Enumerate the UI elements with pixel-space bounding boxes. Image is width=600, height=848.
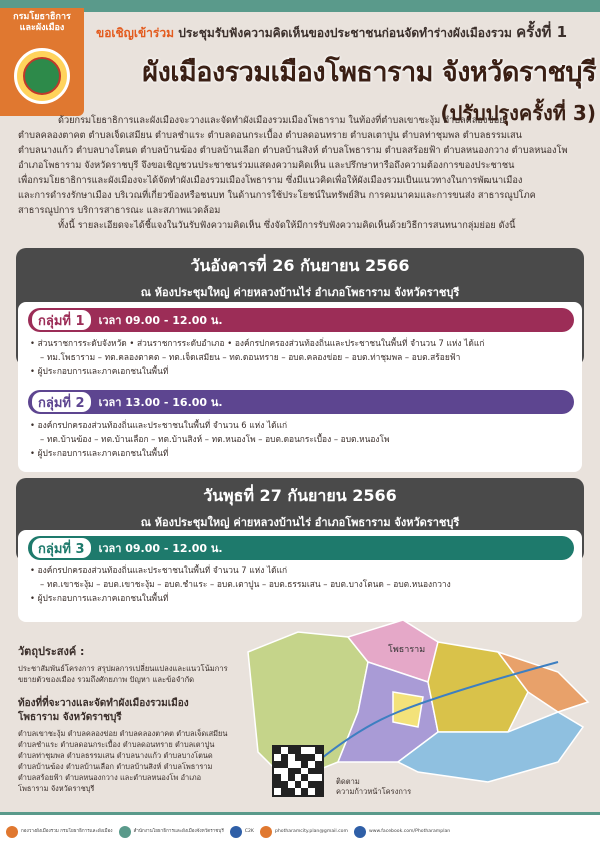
group2-time: เวลา 13.00 - 16.00 น.	[98, 396, 223, 409]
intro-line: และการดำรงรักษาเมือง บริเวณที่เกี่ยวข้องหรือชนบท ในด้านการใช้ประโยชน์ในทรัพย์สิน การคมนาคมและการขนส่ง สาธารณูปโภค	[18, 190, 536, 201]
group1-details	[30, 336, 578, 378]
top-stripe	[0, 0, 600, 12]
group1-header	[28, 308, 574, 332]
org-name: กรมโยธาธิการ และผังเมือง	[13, 12, 71, 33]
invite-line	[96, 20, 596, 44]
footer-item-dpt: กองวางผังเมืองรวม กรมโยธาธิการและผังเมือง	[6, 826, 113, 838]
follow-caption	[336, 777, 411, 797]
group2-label: กลุ่มที่ 2	[32, 392, 91, 412]
group1-line: – ทม.โพธาราม – ทต.คลองตาคต – ทต.เจ็ดเสมียน – ทต.ดอนทราย – อบต.คลองข่อย – อบต.ท่าชุมพล – อบต.สร้อยฟ้า	[40, 352, 461, 362]
facebook-icon	[354, 826, 366, 838]
group1-line: • ผู้ประกอบการและภาคเอกชนในพื้นที่	[30, 366, 169, 376]
mail-icon	[260, 826, 272, 838]
invite-prefix: ขอเชิญเข้าร่วม	[96, 26, 175, 40]
map-zone-east	[428, 642, 528, 732]
qr-code-icon[interactable]	[272, 745, 324, 797]
group3-label: กลุ่มที่ 3	[32, 538, 91, 558]
group2-line: • ผู้ประกอบการและภาคเอกชนในพื้นที่	[30, 448, 169, 458]
day1-place: ณ ห้องประชุมใหญ่ ค่ายหลวงบ้านไร่ อำเภอโพธาราม จังหวัดราชบุรี	[140, 286, 460, 299]
group3-line: • องค์กรปกครองส่วนท้องถิ่นและประชาชนในพื้นที่ จำนวน 7 แห่ง ได้แก่	[30, 565, 288, 575]
group1-label: กลุ่มที่ 1	[32, 310, 91, 330]
intro-paragraph	[18, 113, 584, 233]
follow-line2: ความก้าวหน้าโครงการ	[336, 787, 412, 796]
location-text: ตำบลเขาชะงุ้ม ตำบลคลองข่อย ตำบลคลองตาคต ตำบลเจ็ดเสมียน ตำบลชำแระ ตำบลดอนกระเบื้อง ตำบลดอนทราย ตำบลเตาปูน ตำบลท่าชุมพล ตำบลธรรมเสน ตำบลนางแก้ว ตำบลบางโตนด ตำบลบ้านฆ้อง ตำบลบ้านเลือก ตำบลบ้านสิงห์ ตำบลโพธาราม ตำบลสร้อยฟ้า ตำบลหนองกวาง และตำบลหนองโพ อำเภอโพธาราม จังหวัดราชบุรี	[18, 729, 228, 793]
dpt-logo-icon	[6, 826, 18, 838]
group3-details	[30, 563, 578, 605]
follow-line1: ติดตาม	[336, 777, 360, 786]
map-label: โพธาราม	[388, 645, 426, 655]
invite-suffix: ครั้งที่ 1	[516, 23, 568, 41]
group2-details	[30, 418, 578, 460]
c2k-logo-icon	[230, 826, 242, 838]
group1-line: • ส่วนราชการระดับจังหวัด • ส่วนราชการระดับอำเภอ • องค์กรปกครองส่วนท้องถิ่นและประชาชนในพื้นที่ จำนวน 7 แห่ง ได้แก่	[30, 338, 485, 348]
intro-line: ทั้งนี้ รายละเอียดจะได้ชี้แจงในวันรับฟังความคิดเห็น ซึ่งจัดให้มีการรับฟังความคิดเห็นด้วยวิธีการสนทนากลุ่มย่อย ดังนี้	[58, 220, 516, 231]
office-icon	[119, 826, 131, 838]
page-subtitle: (ปรับปรุงครั้งที่ 3)	[440, 101, 596, 125]
invite-mid: ประชุมรับฟังความคิดเห็นของประชาชนก่อนจัดทำร่างผังเมืองรวม	[178, 26, 512, 40]
intro-line: ตำบลนางแก้ว ตำบลบางโตนด ตำบลบ้านฆ้อง ตำบลบ้านเลือก ตำบลบ้านสิงห์ ตำบลโพธาราม ตำบลสร้อยฟ้า ตำบลหนองกวาง ตำบลหนองโพ	[18, 145, 568, 156]
intro-line: สาธารณูปการ บริการสาธารณะ และสภาพแวดล้อม	[18, 205, 221, 216]
group3-line: • ผู้ประกอบการและภาคเอกชนในพื้นที่	[30, 593, 169, 603]
footer-item-email[interactable]: photharamcity.plan@gmail.com	[260, 826, 348, 838]
objective-title: วัตถุประสงค์ :	[18, 645, 85, 658]
intro-line: ตำบลคลองตาคต ตำบลเจ็ดเสมียน ตำบลชำแระ ตำบลดอนกระเบื้อง ตำบลดอนทราย ตำบลเตาปูน ตำบลท่าชุมพล ตำบลธรรมเสน	[18, 130, 522, 141]
footer	[0, 812, 600, 848]
intro-line: ด้วยกรมโยธาธิการและผังเมืองจะวางและจัดทำผังเมืองรวมเมืองโพธาราม ในท้องที่ตำบลเขาชะงุ้ม ตำบลคลองข่อย	[58, 115, 505, 126]
group3-header	[28, 536, 574, 560]
intro-line: อำเภอโพธาราม จังหวัดราชบุรี จึงขอเชิญชวนประชาชนร่วมแสดงความคิดเห็น และปรึกษาหารือถึงความต้องการของประชาชน	[18, 160, 515, 171]
map-zone-town	[393, 692, 423, 727]
day1-title: วันอังคารที่ 26 กันยายน 2566	[190, 256, 410, 275]
footer-item-facebook[interactable]: www.facebook.com/Photharamplan	[354, 826, 450, 838]
objective-panel	[18, 642, 228, 794]
intro-line: เพื่อกรมโยธาธิการและผังเมืองจะได้จัดทำผังเมืองรวมเมืองโพธาราม ซึ่งมีแนวคิดเพื่อให้ผังเมืองรวมเป็นแนวทางในการพัฒนาเมือง	[18, 175, 523, 186]
page-title: ผังเมืองรวมเมืองโพธาราม จังหวัดราชบุรี	[142, 57, 596, 88]
dpt-seal-icon	[14, 48, 70, 104]
location-title: ท้องที่ที่จะวางและจัดทำผังเมืองรวมเมืองโพธาราม จังหวัดราชบุรี	[18, 698, 189, 723]
org-badge	[0, 8, 84, 116]
group2-header	[28, 390, 574, 414]
group3-time: เวลา 09.00 - 12.00 น.	[98, 542, 223, 555]
footer-item-office: สำนักงานโยธาธิการและผังเมืองจังหวัดราชบุรี	[119, 826, 224, 838]
group1-time: เวลา 09.00 - 12.00 น.	[98, 314, 223, 327]
day2-title: วันพุธที่ 27 กันยายน 2566	[203, 486, 397, 505]
objective-text: ประชาสัมพันธ์โครงการ สรุปผลการเปลี่ยนแปลงและแนวโน้มการขยายตัวของเมือง รวมถึงศักยภาพ ปัญหา และข้อจำกัด	[18, 664, 228, 684]
group2-line: – ทต.บ้านฆ้อง – ทต.บ้านเลือก – ทต.บ้านสิงห์ – ทต.หนองโพ – อบต.ดอนกระเบื้อง – อบต.หนองโพ	[40, 434, 390, 444]
group2-line: • องค์กรปกครองส่วนท้องถิ่นและประชาชนในพื้นที่ จำนวน 6 แห่ง ได้แก่	[30, 420, 288, 430]
group3-line: – ทต.เขาชะงุ้ม – อบต.เขาชะงุ้ม – อบต.ชำแระ – อบต.เตาปูน – อบต.ธรรมเสน – อบต.บางโตนด – อบต.หนองกวาง	[40, 579, 451, 589]
footer-item-c2k: C2K	[230, 826, 254, 838]
day2-place: ณ ห้องประชุมใหญ่ ค่ายหลวงบ้านไร่ อำเภอโพธาราม จังหวัดราชบุรี	[140, 516, 460, 529]
